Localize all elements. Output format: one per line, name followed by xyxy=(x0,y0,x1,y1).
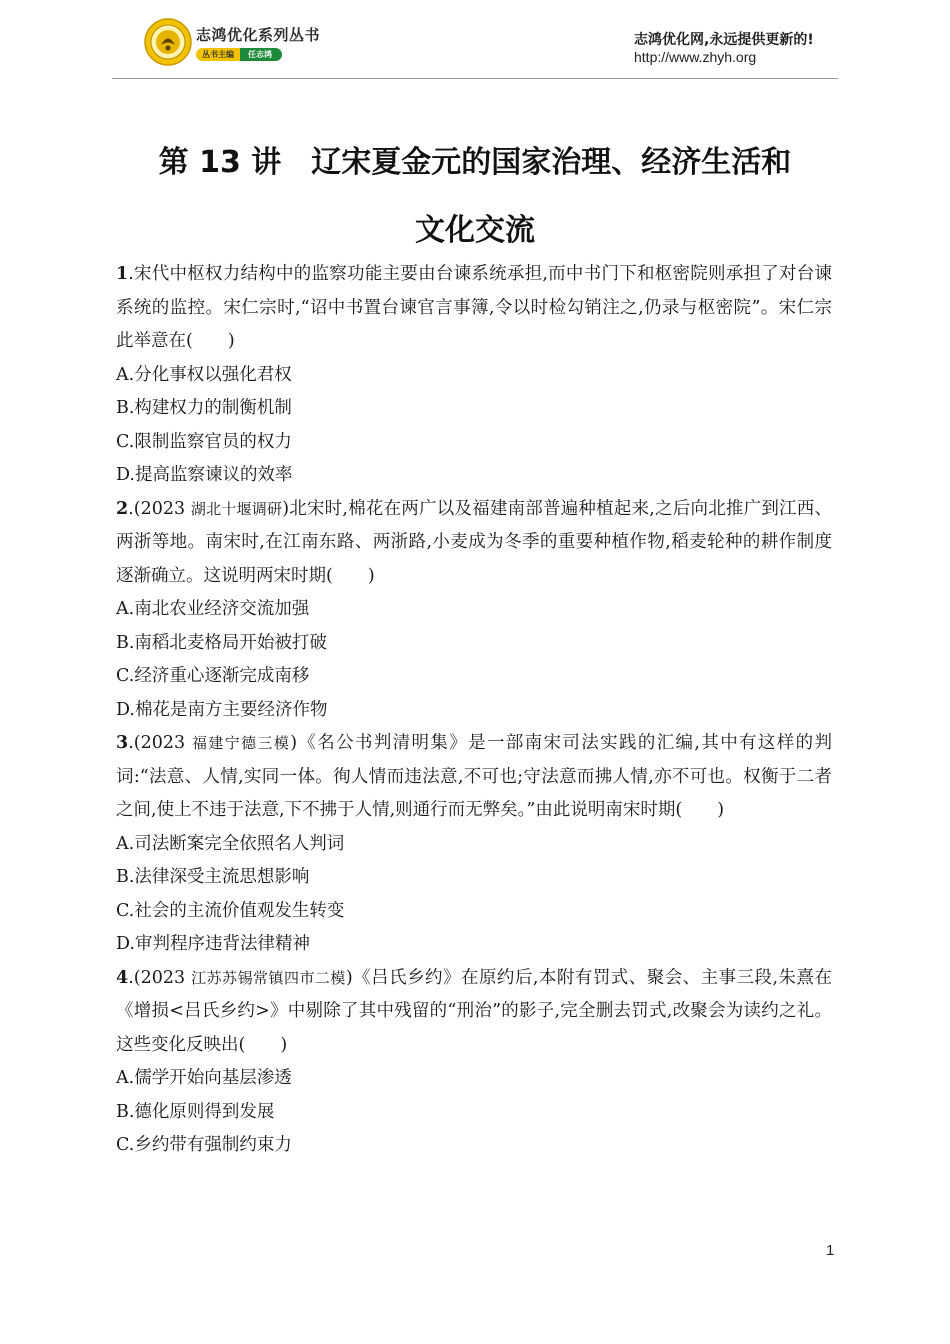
question-source-open: .(2023 xyxy=(128,498,191,519)
brand-title: 志鸿优化系列丛书 xyxy=(196,26,321,44)
option-d: D.提高监察谏议的效率 xyxy=(116,465,293,485)
option-a: A.儒学开始向基层渗透 xyxy=(116,1068,292,1088)
question-source-open: .(2023 xyxy=(128,733,193,753)
option-d: D.审判程序违背法律精神 xyxy=(116,934,310,954)
question-number: 3 xyxy=(116,733,129,753)
brand-editor-label: 丛书主编 xyxy=(196,48,240,61)
question-source-open: .(2023 xyxy=(128,967,192,988)
page-number: 1 xyxy=(826,1242,835,1259)
option-b: B.构建权力的制衡机制 xyxy=(116,398,292,418)
question-source: 福建宁德三模 xyxy=(192,734,291,752)
option-b: B.法律深受主流思想影响 xyxy=(116,867,310,887)
option-b: B.德化原则得到发展 xyxy=(116,1101,275,1122)
option-c: C.社会的主流价值观发生转变 xyxy=(116,900,345,921)
question-number: 2 xyxy=(116,498,129,519)
brand-editor-name: 任志鸿 xyxy=(240,48,282,61)
question-1 xyxy=(116,258,832,493)
question-number: 1 xyxy=(116,264,129,284)
question-stem xyxy=(116,258,832,359)
option-c: C.乡约带有强制约束力 xyxy=(116,1135,292,1155)
question-3 xyxy=(116,727,832,962)
lesson-title-line-1: 第 13 讲 辽宋夏金元的国家治理、经济生活和 xyxy=(158,145,792,180)
question-2 xyxy=(116,493,832,728)
site-url-link[interactable]: http://www.zhyh.org xyxy=(634,49,757,65)
option-b: B.南稻北麦格局开始被打破 xyxy=(116,632,327,653)
option-c: C.经济重心逐渐完成南移 xyxy=(116,666,310,686)
brand-editor-badge xyxy=(196,48,282,61)
header-divider xyxy=(112,78,838,79)
lesson-title-line-2: 文化交流 xyxy=(415,213,535,248)
question-text: )《吕氏乡约》在原约后,本附有罚式、聚会、主事三段,朱熹在《增损<吕氏乡约>》中剔除了其中残留的“刑治”的影子,完全删去罚式,改聚会为读约之礼。这些变化反映出( ) xyxy=(116,967,832,1055)
option-d: D.棉花是南方主要经济作物 xyxy=(116,699,328,720)
question-text: .宋代中枢权力结构中的监察功能主要由台谏系统承担,而中书门下和枢密院则承担了对台谏系统的监控。宋仁宗时,“诏中书置台谏官言事簿,令以时检勾销注之,仍录与枢密院”。宋仁宗此举意在( ) xyxy=(116,264,832,351)
question-4 xyxy=(116,962,832,1163)
option-a: A.分化事权以强化君权 xyxy=(116,364,292,385)
question-source: 江苏苏锡常镇四市二模 xyxy=(191,968,346,987)
question-source: 湖北十堰调研 xyxy=(190,499,283,518)
question-stem xyxy=(116,962,832,1063)
question-text: )北宋时,棉花在两广以及福建南部普遍种植起来,之后向北推广到江西、两浙等地。南宋时,在江南东路、两浙路,小麦成为冬季的重要种植作物,稻麦轮种的耕作制度逐渐确立。这说明两宋时期( ) xyxy=(116,498,832,586)
zhihong-seal-logo-icon xyxy=(144,18,192,66)
question-text: )《名公书判清明集》是一部南宋司法实践的汇编,其中有这样的判词:“法意、人情,实同一体。徇人情而违法意,不可也;守法意而拂人情,亦不可也。权衡于二者之间,使上不违于法意,下不拂于人情,则通行而无弊矣。”由此说明南宋时期( ) xyxy=(116,733,832,820)
option-a: A.南北农业经济交流加强 xyxy=(116,599,310,619)
site-slogan: 志鸿优化网,永远提供更新的! xyxy=(634,32,814,48)
question-number: 4 xyxy=(116,967,129,988)
page-header xyxy=(0,0,950,80)
question-stem xyxy=(116,727,832,828)
option-a: A.司法断案完全依照名人判词 xyxy=(116,833,345,854)
question-stem xyxy=(116,493,832,594)
option-c: C.限制监察官员的权力 xyxy=(116,431,292,452)
question-list xyxy=(116,258,832,1163)
